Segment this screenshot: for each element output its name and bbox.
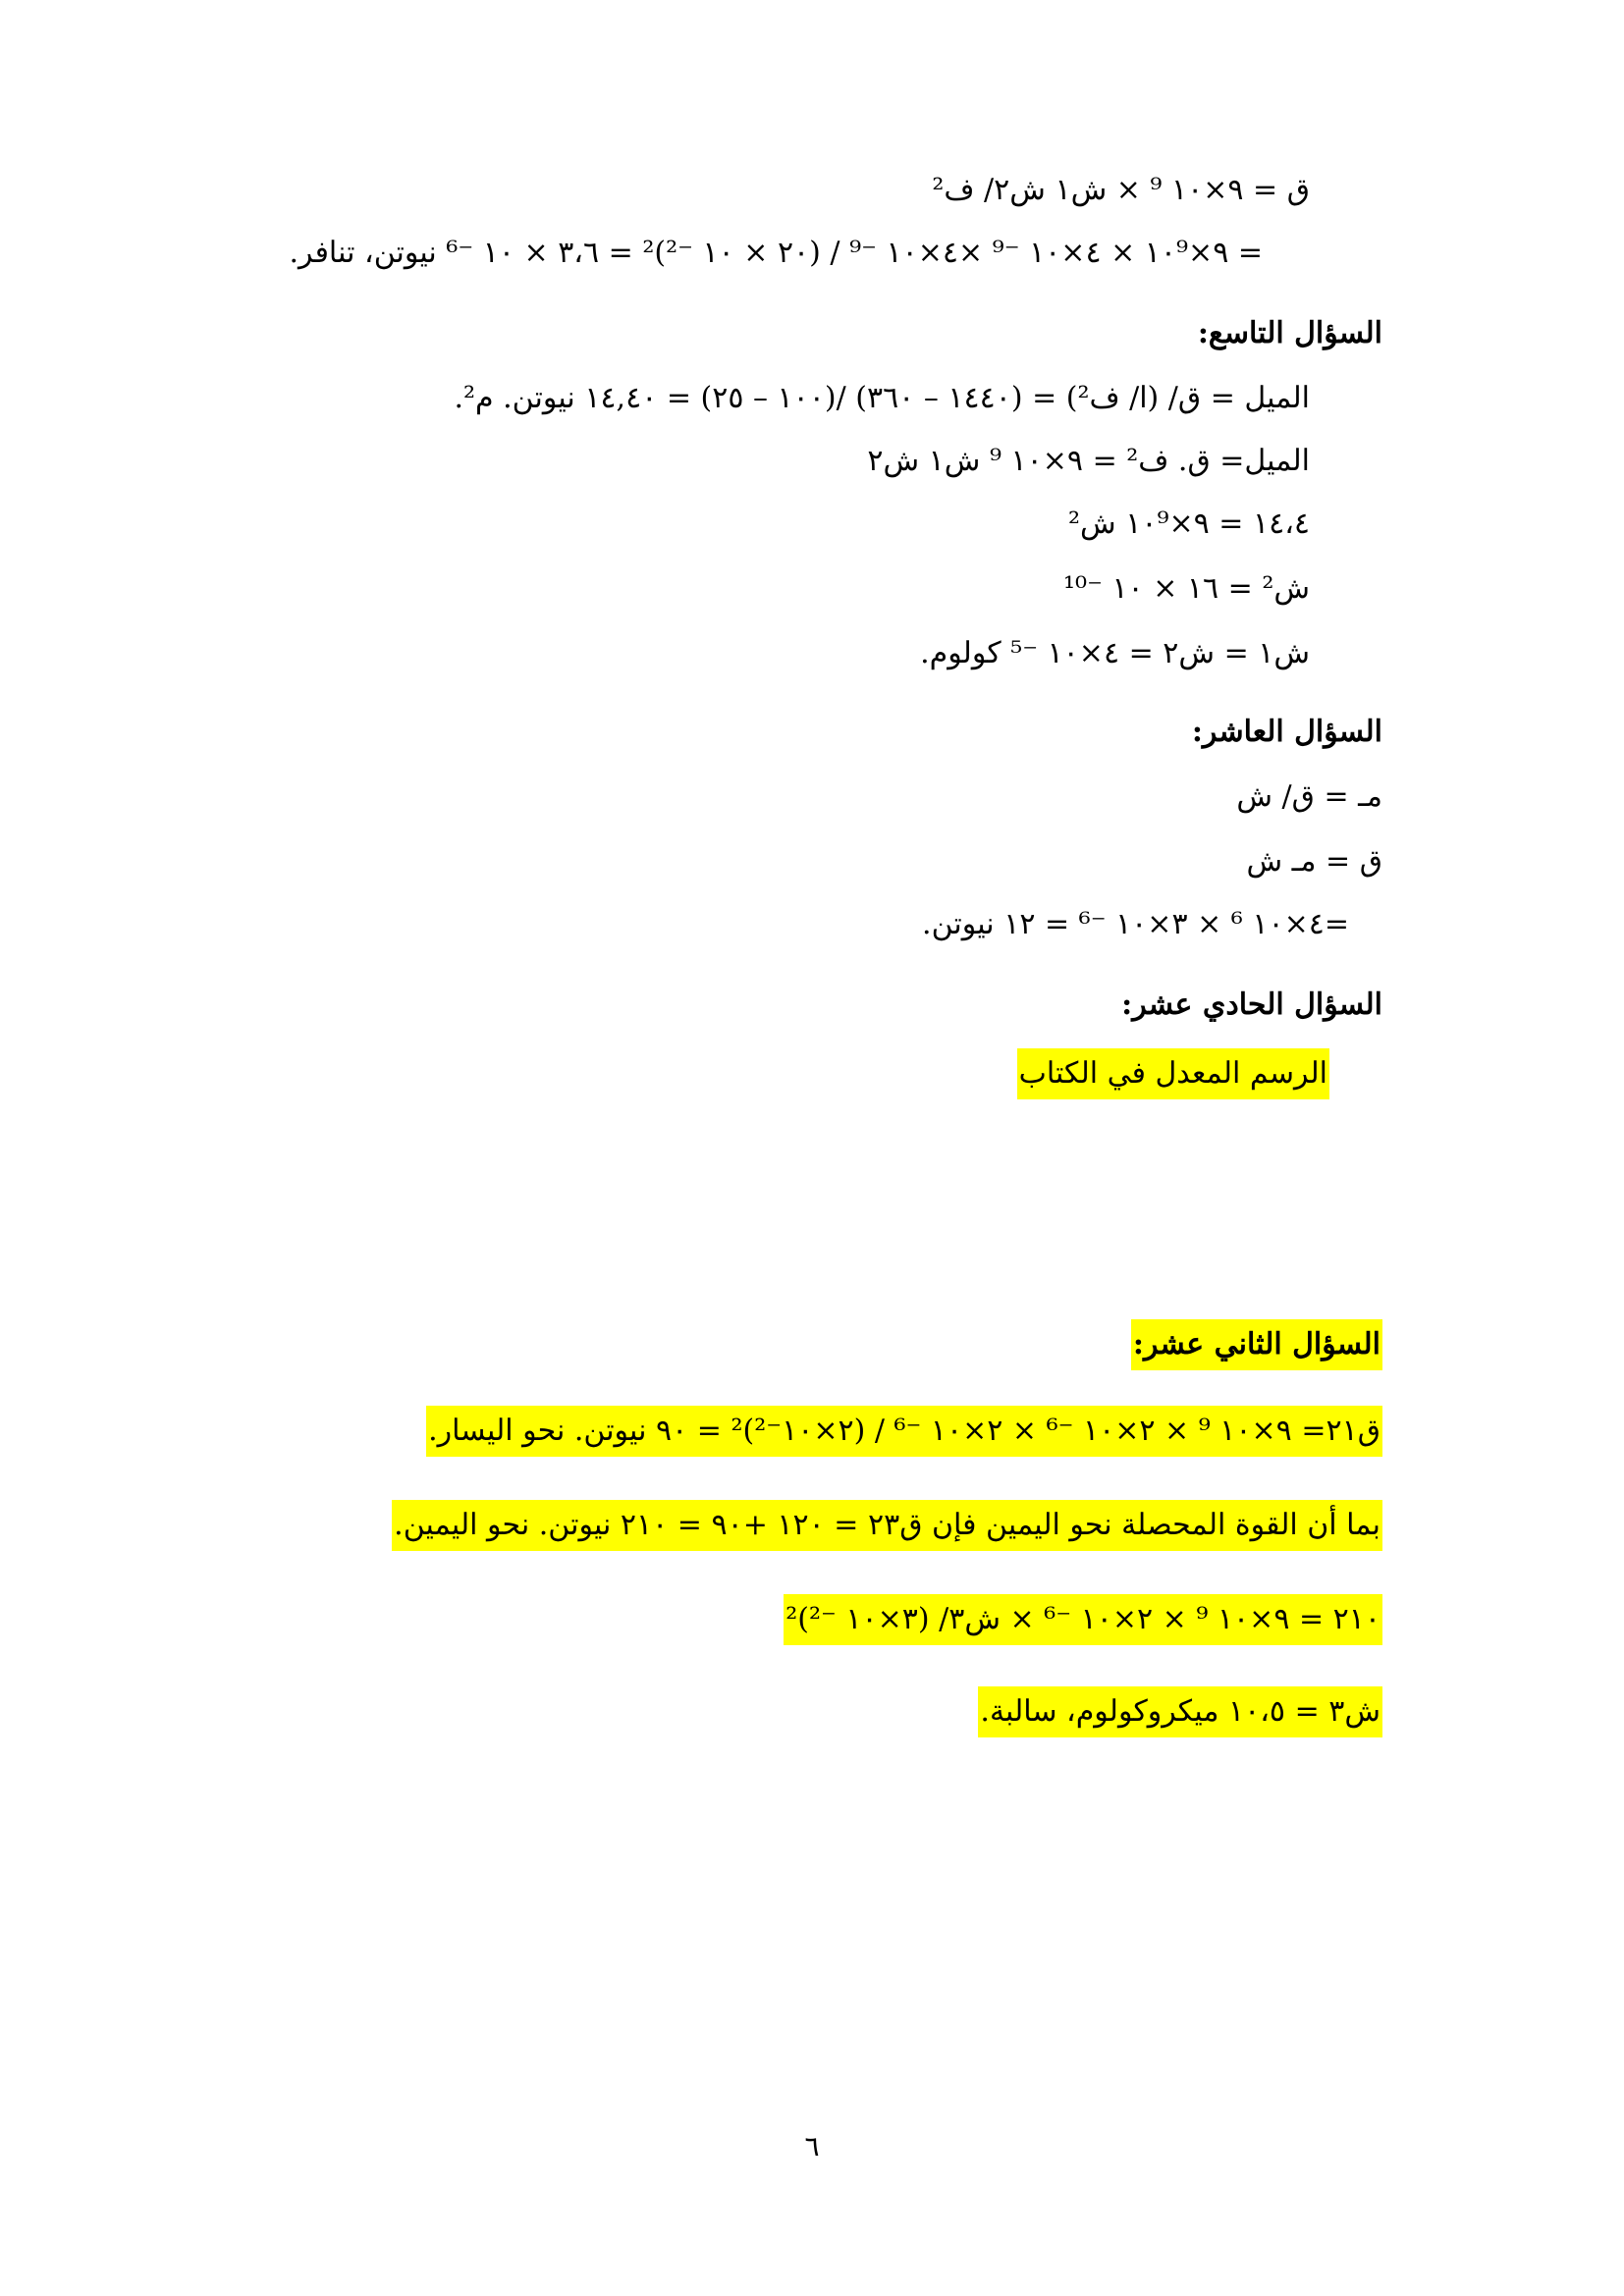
question-10-heading: السؤال العاشر: — [1191, 715, 1382, 749]
equation-charge-squared: ش² = ١٦ × ١٠ ⁻¹⁰ — [1063, 571, 1310, 606]
question-12-heading: السؤال الثاني عشر: — [1131, 1319, 1382, 1370]
equation-substitution: ١٤،٤ = ٩×١٠⁹ ش² — [1068, 507, 1310, 541]
equation-q3: ٢١٠ = ٩×١٠ ⁹ × ٢×١٠ ⁻⁶ × ش٣/ (٣×١٠ ⁻²)² — [784, 1594, 1382, 1645]
equation-force-field: ق = مـ ش — [1246, 844, 1382, 879]
equation-field: مـ = ق/ ش — [1236, 779, 1382, 814]
page-number: ٦ — [804, 2130, 820, 2163]
equation-charge-result: ش١ = ش٢ = ٤×١٠ ⁻⁵ كولوم. — [920, 636, 1310, 670]
question-9-heading: السؤال التاسع: — [1197, 316, 1382, 350]
equation-force-result: = ٩×١٠⁹ × ٤×١٠ ⁻⁹ ×٤×١٠ ⁻⁹ / (٢٠ × ١٠ ⁻²)² = ٣،٦ × ١٠ ⁻⁶ نيوتن، تنافر. — [289, 236, 1263, 270]
equation-force: ق = ٩×١٠ ⁹ × ش١ ش٢/ ف² — [932, 173, 1310, 207]
answer-q3: ش٣ = ١٠،٥ ميكروكولوم، سالبة. — [978, 1686, 1382, 1737]
question-11-heading: السؤال الحادي عشر: — [1121, 988, 1382, 1022]
equation-force-field-result: =٤×١٠ ⁶ × ٣×١٠ ⁻⁶ = ١٢ نيوتن. — [922, 907, 1349, 941]
answer-11-text: الرسم المعدل في الكتاب — [1017, 1048, 1329, 1099]
equation-f23: بما أن القوة المحصلة نحو اليمين فإن ق٢٣ = ١٢٠ +٩٠ = ٢١٠ نيوتن. نحو اليمين. — [392, 1500, 1382, 1551]
equation-slope-charges: الميل= ق. ف² = ٩×١٠ ⁹ ش١ ش٢ — [867, 444, 1310, 478]
equation-f21: ق٢١= ٩×١٠ ⁹ × ٢×١٠ ⁻⁶ × ٢×١٠ ⁻⁶ / (٢×١٠⁻²)² = ٩٠ نيوتن. نحو اليسار. — [426, 1406, 1382, 1457]
equation-slope: الميل = ق/ (ا/ ف²) = (١٤٤٠ – ٣٦٠) /(١٠٠ – ٢٥) = ١٤,٤٠ نيوتن. م². — [454, 381, 1310, 415]
